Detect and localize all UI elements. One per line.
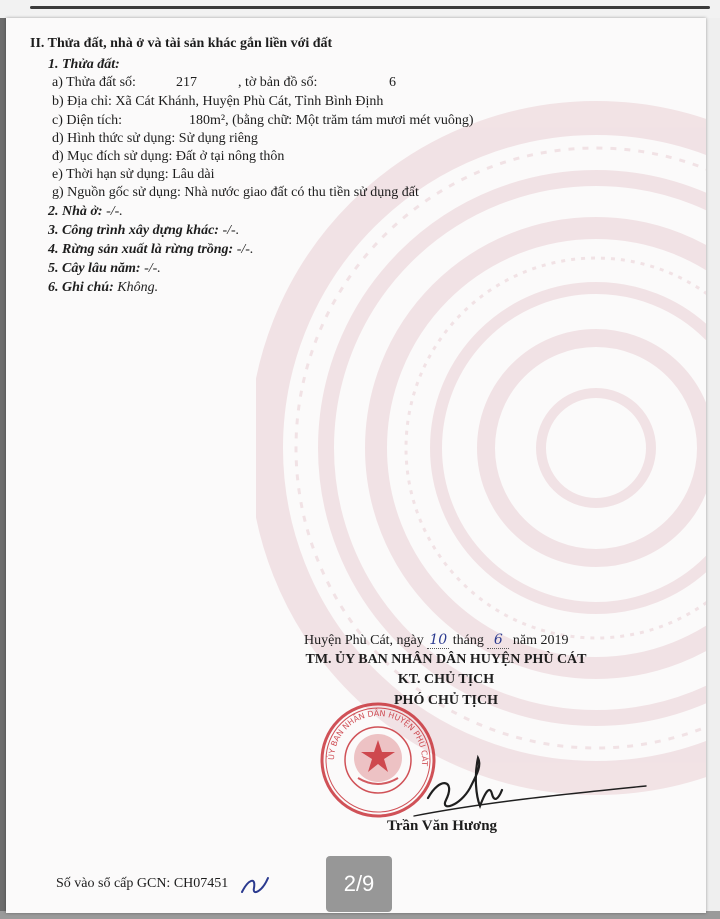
- registry-label: Số vào sổ cấp GCN:: [56, 876, 171, 891]
- usage-origin-line: g) Nguồn gốc sử dụng: Nhà nước giao đất có thu tiền sử dụng đất: [52, 185, 419, 200]
- house-label: 2. Nhà ở:: [48, 204, 103, 219]
- forest-value: -/-.: [236, 242, 254, 257]
- area-label: c) Diện tích:: [52, 113, 122, 128]
- top-divider: [30, 6, 710, 9]
- registry-line: [56, 876, 228, 892]
- forest-row: [48, 242, 253, 258]
- forest-label: 4. Rừng sản xuất là rừng trồng:: [48, 242, 234, 257]
- position-line: PHÓ CHỦ TỊCH: [394, 693, 498, 708]
- handwritten-signature: [406, 736, 656, 826]
- viewer-top-bar: [0, 0, 720, 18]
- section-title: II. Thửa đất, nhà ở và tài sản khác gắn liền với đất: [30, 36, 333, 51]
- initial-mark-icon: [238, 870, 274, 900]
- usage-purpose-line: đ) Mục đích sử dụng: Đất ở tại nông thôn: [52, 149, 285, 164]
- address-line: b) Địa chỉ: Xã Cát Khánh, Huyện Phù Cát, Tỉnh Bình Định: [52, 94, 384, 109]
- seal-text: ỦY BAN NHÂN DÂN HUYỆN PHÙ CÁT: [326, 708, 430, 767]
- certificate-page: [6, 18, 706, 913]
- usage-term-line: e) Thời hạn sử dụng: Lâu dài: [52, 167, 215, 182]
- viewer-side-strip: [706, 18, 720, 911]
- perennial-label: 5. Cây lâu năm:: [48, 261, 141, 276]
- house-value: -/-.: [106, 204, 123, 219]
- house-row: [48, 204, 123, 220]
- note-row: [48, 280, 158, 296]
- lot-label: a) Thửa đất số:: [52, 75, 136, 90]
- date-day: 10: [427, 632, 449, 649]
- lot-number: 217: [176, 75, 197, 90]
- date-month: 6: [487, 632, 509, 649]
- signer-name: Trần Văn Hương: [386, 818, 498, 834]
- map-number: 6: [389, 75, 396, 90]
- perennial-row: [48, 261, 161, 277]
- year-label: năm 2019: [512, 633, 569, 648]
- place-prefix: Huyện Phù Cát, ngày: [304, 633, 424, 648]
- on-behalf-line: KT. CHỦ TỊCH: [397, 672, 495, 687]
- note-value: Không.: [117, 280, 159, 295]
- map-label: , tờ bản đồ số:: [238, 75, 318, 90]
- registry-number: CH07451: [173, 876, 229, 891]
- land-heading: 1. Thửa đất:: [48, 57, 120, 72]
- perennial-value: -/-.: [144, 261, 161, 276]
- note-label: 6. Ghi chú:: [48, 280, 114, 295]
- construction-value: -/-.: [222, 223, 240, 238]
- area-value: 180m², (bằng chữ: Một trăm tám mươi mét vuông): [189, 113, 474, 128]
- date-line: [304, 632, 568, 649]
- authority-line: TM. ỦY BAN NHÂN DÂN HUYỆN PHÙ CÁT: [305, 652, 587, 667]
- construction-row: [48, 223, 239, 239]
- page-indicator[interactable]: 2/9: [326, 856, 392, 912]
- usage-form-line: d) Hình thức sử dụng: Sử dụng riêng: [52, 131, 258, 146]
- construction-label: 3. Công trình xây dựng khác:: [48, 223, 219, 238]
- month-label: tháng: [452, 633, 484, 648]
